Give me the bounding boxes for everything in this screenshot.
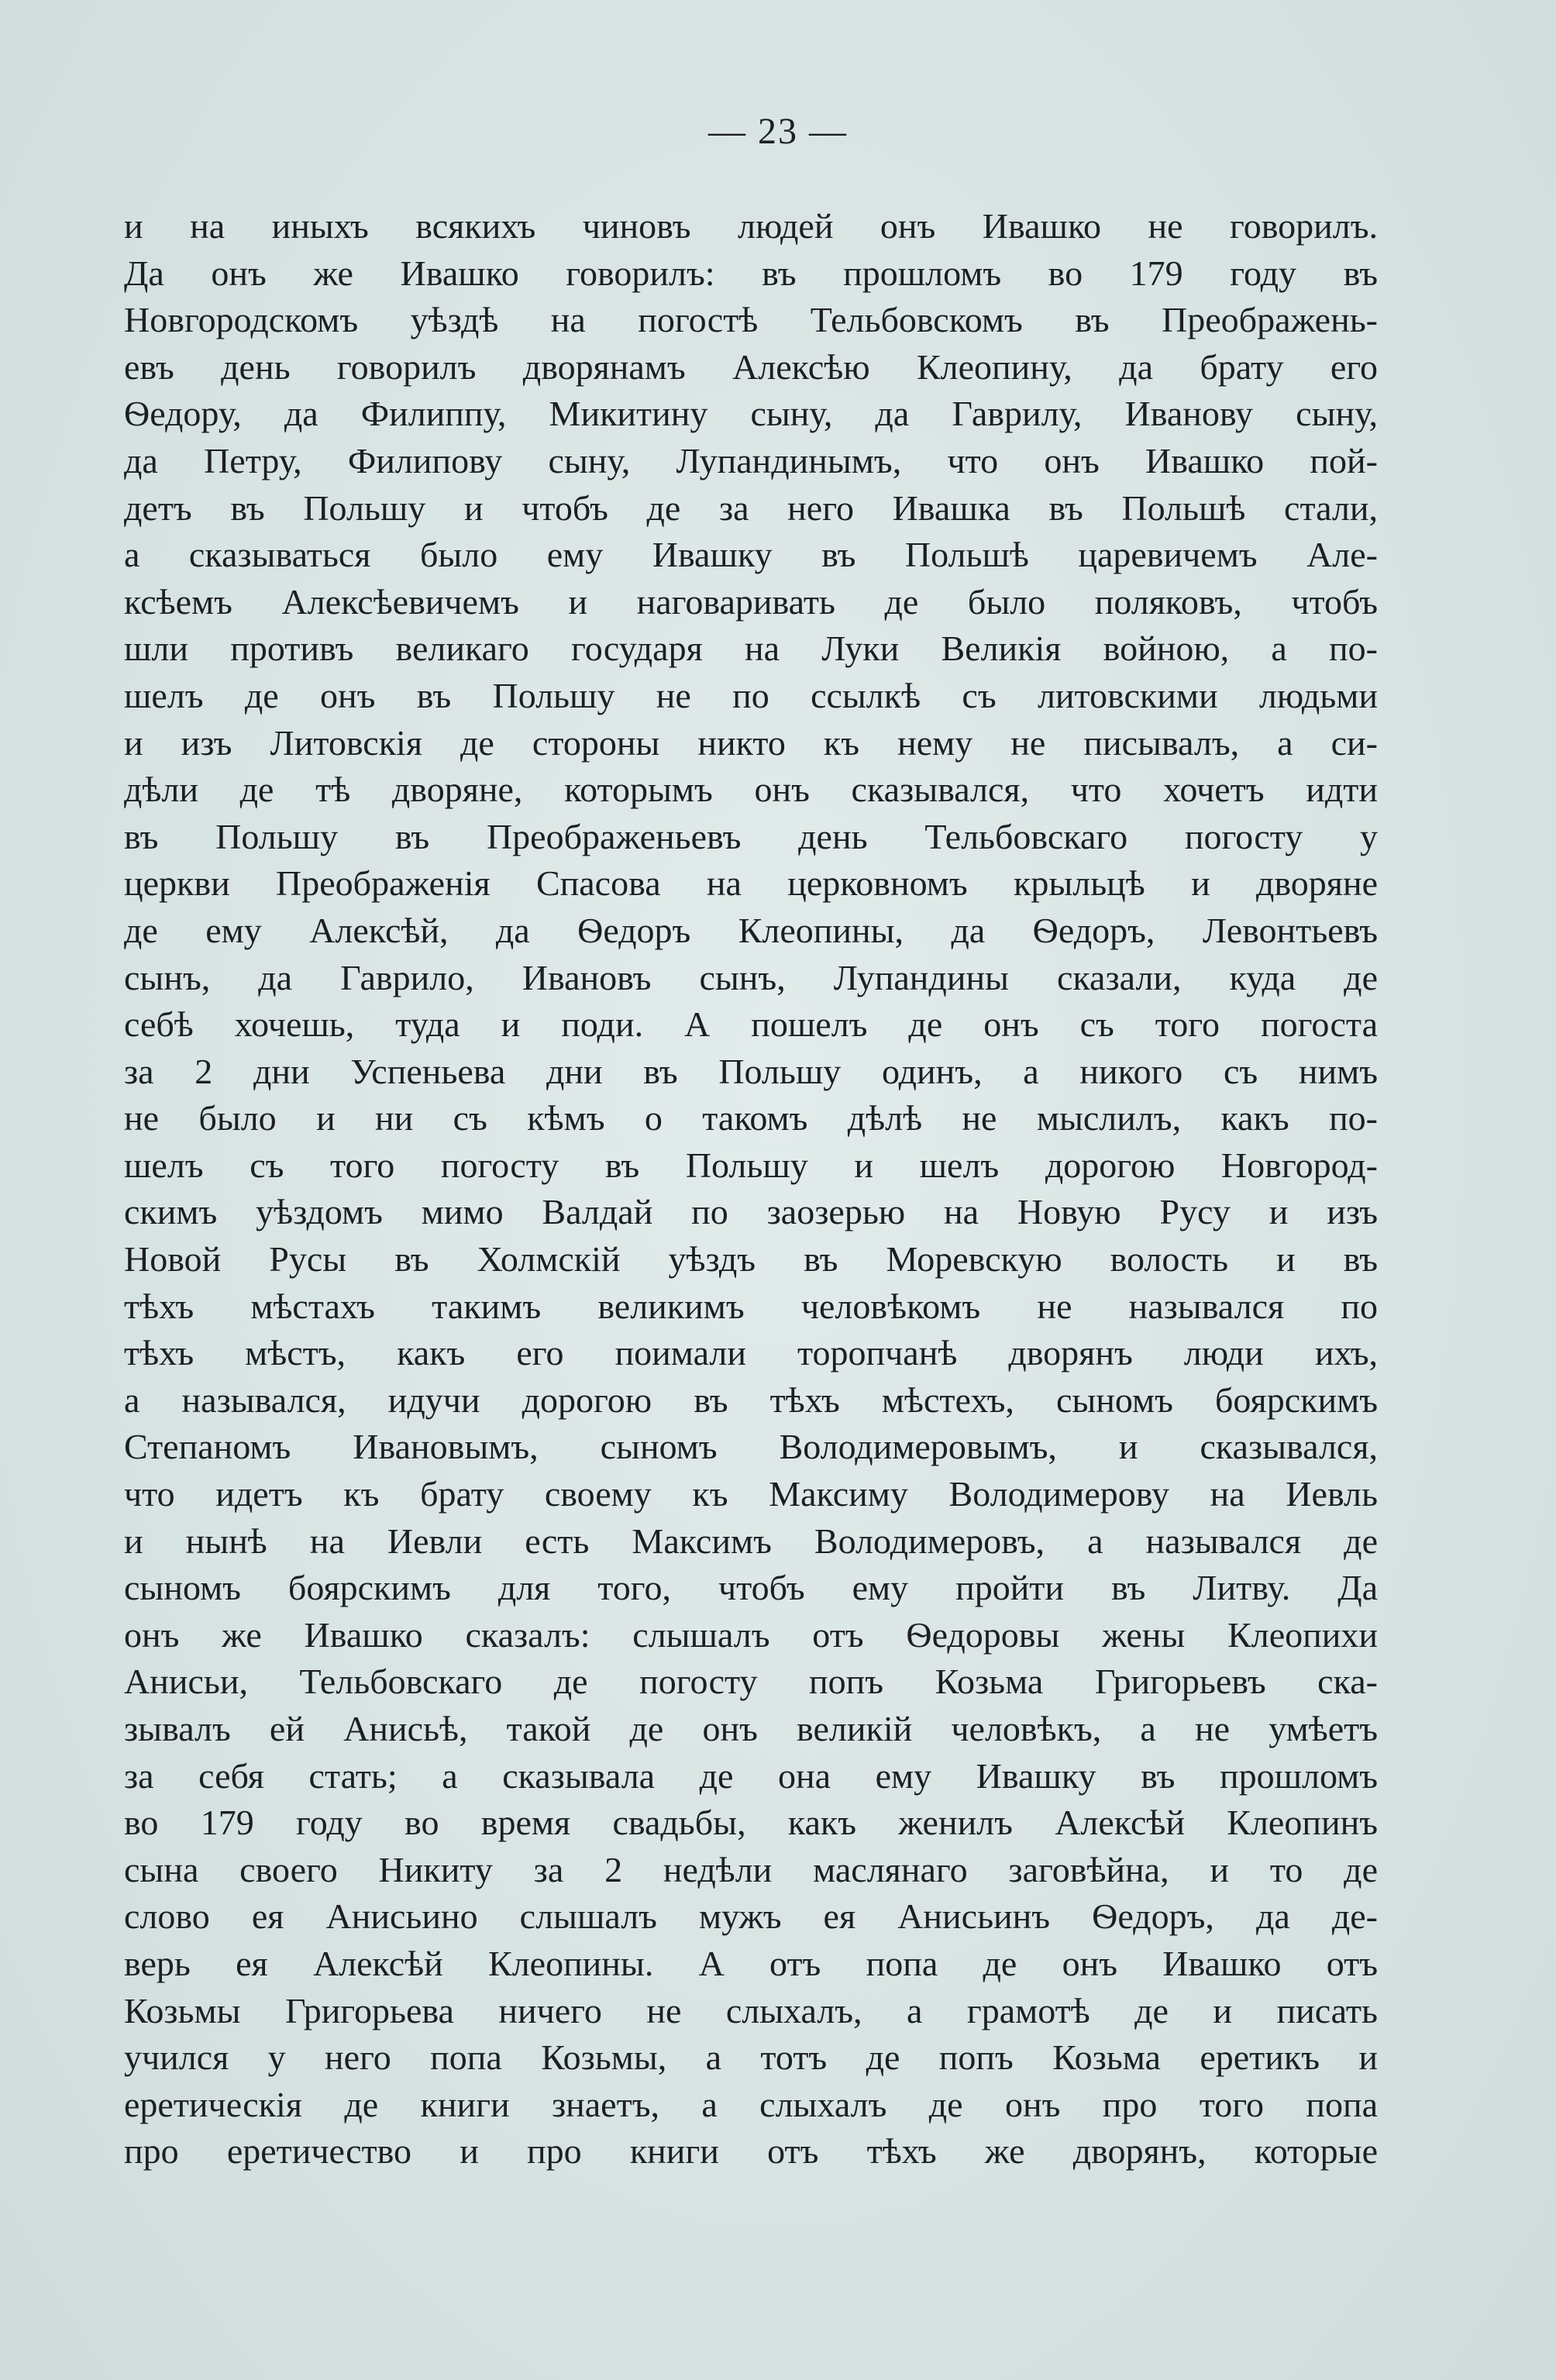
text-line: Да онъ же Ивашко говорилъ: въ прошломъ во 179 году въ [124,253,1378,293]
text-line: онъ же Ивашко сказалъ: слышалъ отъ Ѳедоровы жены Клеопихи [124,1614,1378,1655]
text-line: сыномъ боярскимъ для того, чтобъ ему пройти въ Литву. Да [124,1568,1378,1608]
text-line: учился у него попа Козьмы, а тотъ де попъ Козьма еретикъ и [124,2037,1378,2078]
text-line: да Петру, Филипову сыну, Лупандинымъ, что онъ Ивашко пой- [124,440,1378,480]
text-line: тѣхъ мѣстахъ такимъ великимъ человѣкомъ не назывался по [124,1286,1378,1326]
text-line: Новой Русы въ Холмскій уѣздъ въ Моревскую волость и въ [124,1239,1378,1280]
text-line: евъ день говорилъ дворянамъ Алексѣю Клеопину, да брату его [124,346,1378,387]
text-line: ксѣемъ Алексѣевичемъ и наговаривать де было поляковъ, чтобъ [124,581,1378,622]
text-line: а назывался, идучи дорогою въ тѣхъ мѣстехъ, сыномъ боярскимъ [124,1379,1378,1420]
text-line: а сказываться было ему Ивашку въ Польшѣ царевичемъ Але- [124,535,1378,575]
text-line: Анисьи, Тельбовскаго де погосту попъ Козьма Григорьевъ ска- [124,1662,1378,1702]
text-line: про еретичество и про книги отъ тѣхъ же дворянъ, которые [124,2131,1378,2172]
text-line: себѣ хочешь, туда и поди. А пошелъ де онъ съ того погоста [124,1004,1378,1045]
body-text [124,203,1378,2175]
text-line: шелъ де онъ въ Польшу не по ссылкѣ съ литовскими людьми [124,675,1378,715]
text-line: де ему Алексѣй, да Ѳедоръ Клеопины, да Ѳедоръ, Левонтьевъ [124,910,1378,950]
text-line: за 2 дни Успеньева дни въ Польшу одинъ, а никого съ нимъ [124,1051,1378,1091]
text-line: и на иныхъ всякихъ чиновъ людей онъ Ивашко не говорилъ. [124,206,1378,246]
text-line: не было и ни съ кѣмъ о такомъ дѣлѣ не мыслилъ, какъ по- [124,1098,1378,1138]
page-number: — 23 — [708,111,848,152]
text-line: тѣхъ мѣстъ, какъ его поимали торопчанѣ дворянъ люди ихъ, [124,1333,1378,1373]
text-line: во 179 году во время свадьбы, какъ женилъ Алексѣй Клеопинъ [124,1803,1378,1843]
text-line: что идетъ къ брату своему къ Максиму Володимерову на Иевль [124,1474,1378,1514]
text-line: и изъ Литовскія де стороны никто къ нему не писывалъ, а си- [124,722,1378,763]
text-line: зывалъ ей Анисьѣ, такой де онъ великій человѣкъ, а не умѣетъ [124,1709,1378,1748]
text-line: слово ея Анисьино слышалъ мужъ ея Анисьинъ Ѳедоръ, да де- [124,1896,1378,1937]
text-line: Ѳедору, да Филиппу, Микитину сыну, да Гаврилу, Иванову сыну, [124,394,1378,434]
text-line: церкви Преображенія Спасова на церковномъ крыльцѣ и дворяне [124,863,1378,904]
text-line: въ Польшу въ Преображеньевъ день Тельбовскаго погосту у [124,816,1378,856]
text-line: детъ въ Польшу и чтобъ де за него Ивашка въ Польшѣ стали, [124,487,1378,528]
text-line: Новгородскомъ уѣздѣ на погостѣ Тельбовскомъ въ Преображень- [124,300,1378,340]
text-line: шелъ съ того погосту въ Польшу и шелъ дорогою Новгород- [124,1145,1378,1185]
text-line: верь ея Алексѣй Клеопины. А отъ попа де онъ Ивашко отъ [124,1943,1378,1983]
text-line: Козьмы Григорьева ничего не слыхалъ, а грамотѣ де и писать [124,1990,1378,2030]
text-line: скимъ уѣздомъ мимо Валдай по заозерью на Новую Русу и изъ [124,1192,1378,1232]
text-line: Степаномъ Ивановымъ, сыномъ Володимеровымъ, и сказывался, [124,1427,1378,1467]
text-line: сына своего Никиту за 2 недѣли маслянаго заговѣйна, и то де [124,1849,1378,1889]
text-line: шли противъ великаго государя на Луки Великія войною, а по- [124,629,1378,669]
text-line: еретическія де книги знаетъ, а слыхалъ де онъ про того попа [124,2084,1378,2124]
text-line: за себя стать; а сказывала де она ему Ивашку въ прошломъ [124,1755,1378,1796]
text-line: и нынѣ на Иевли есть Максимъ Володимеровъ, а назывался де [124,1521,1378,1561]
text-line: дѣли де тѣ дворяне, которымъ онъ сказывался, что хочетъ идти [124,770,1378,810]
text-line: сынъ, да Гаврило, Ивановъ сынъ, Лупандины сказали, куда де [124,957,1378,997]
